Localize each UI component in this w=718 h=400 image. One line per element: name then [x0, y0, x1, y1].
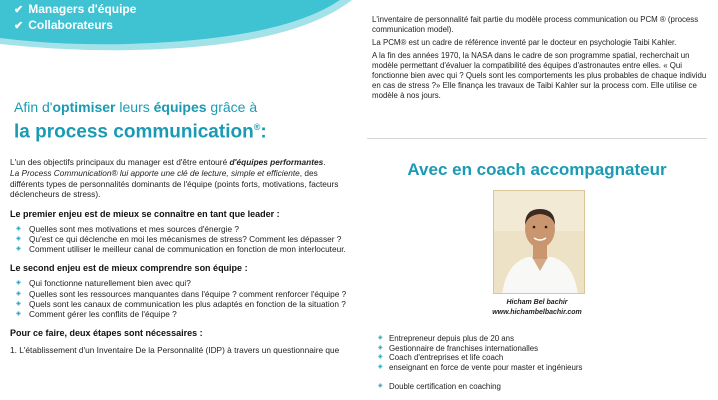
section-title-equipe: Le second enjeu est de mieux comprendre son équipe : — [10, 263, 248, 274]
list-item: ◈ Gestionnaire de franchises internationalles — [378, 344, 708, 354]
list-item: ◈ Qui fonctionne naturellement bien avec qui? — [16, 278, 352, 288]
list-item: ◈ Comment utiliser le meilleur canal de communication en fonction de mon interlocuteur. — [16, 244, 352, 254]
coach-caption — [367, 298, 707, 318]
divider — [367, 138, 707, 139]
check-icon: ✔ — [14, 19, 24, 32]
banner-item-managers: ✔ Managers d'équipe — [14, 2, 137, 16]
paragraph-nasa: A la fin des années 1970, la NASA dans le cadre de son programme spatial, recherchait un modèle permettant d'évaluer la compatibilité des équipes d'astronautes entre elles. « Qui fonctionne bien avec qui ? Quels sont les comportements les plus probables de chaque individu en cas de stress ?» Elle finança les travaux de Taibi Kahler sur la process com. Elle utilise ce modèle à nos jours. — [372, 51, 707, 100]
paragraph-pcm: L'inventaire de personnalité fait partie du modèle process communication ou PCM ® (process communication model). — [372, 15, 699, 34]
coach-photo — [493, 190, 585, 294]
check-icon: ✔ — [14, 3, 24, 16]
banner-item-collaborateurs: ✔ Collaborateurs — [14, 18, 113, 32]
list-item: ◈ Quelles sont les ressources manquantes dans l'équipe ? comment renforcer l'équipe ? — [16, 289, 352, 299]
headline-line2: la process communication®: — [14, 121, 267, 143]
left-column — [10, 98, 352, 355]
list-item: ◈ enseignant en force de vente pour master et ingénieurs — [378, 363, 708, 373]
list-item: ◈ Entrepreneur depuis plus de 20 ans — [378, 334, 708, 344]
leader-list — [10, 224, 352, 255]
top-banner — [0, 0, 352, 58]
list-item: ◈ Comment gérer les conflits de l'équipe ? — [16, 309, 352, 319]
intro-paragraph: L'un des objectifs principaux du manager est d'être entouré d'équipes performantes. La Process Communication® lui apporte une clé de lecture, simple et efficiente, des différents types de personnalités dominants de l'équipe (points forts, motivations, facteurs déclencheurs de stress). — [10, 157, 339, 200]
headline-line1: Afin d'optimiser leurs équipes grâce à — [14, 99, 258, 115]
coach-website[interactable]: www.hichambelbachir.com — [492, 309, 582, 316]
list-item: ◈ Quels sont les canaux de communication les plus adaptés en fonction de la situation ? — [16, 299, 352, 309]
coach-name: Hicham Bel bachir — [506, 299, 568, 306]
list-item: ◈ Qu'est ce qui déclenche en moi les mécanismes de stress? Comment les dépasser ? — [16, 234, 352, 244]
coach-title: Avec en coach accompagnateur — [407, 160, 667, 179]
list-item: ◈ Coach d'entreprises et life coach — [378, 353, 708, 363]
section-title-etapes: Pour ce faire, deux étapes sont nécessaires : — [10, 328, 203, 339]
equipe-list — [10, 278, 352, 319]
list-item: ◈ Double certification en coaching — [378, 382, 708, 392]
right-column-text — [372, 15, 712, 104]
coach-credentials — [378, 334, 708, 392]
portrait-image — [494, 191, 585, 294]
step-one: 1. L'établissement d'un Inventaire De la Personnalité (IDP) à travers un questionnaire que — [10, 345, 340, 356]
section-title-leader: Le premier enjeu est de mieux se connaître en tant que leader : — [10, 208, 280, 219]
headline — [10, 98, 352, 143]
list-item: ◈ Quelles sont mes motivations et mes sources d'énergie ? — [16, 224, 352, 234]
paragraph-kahler: La PCM® est un cadre de référence inventé par le docteur en psychologie Taibi Kahler. — [372, 38, 677, 47]
